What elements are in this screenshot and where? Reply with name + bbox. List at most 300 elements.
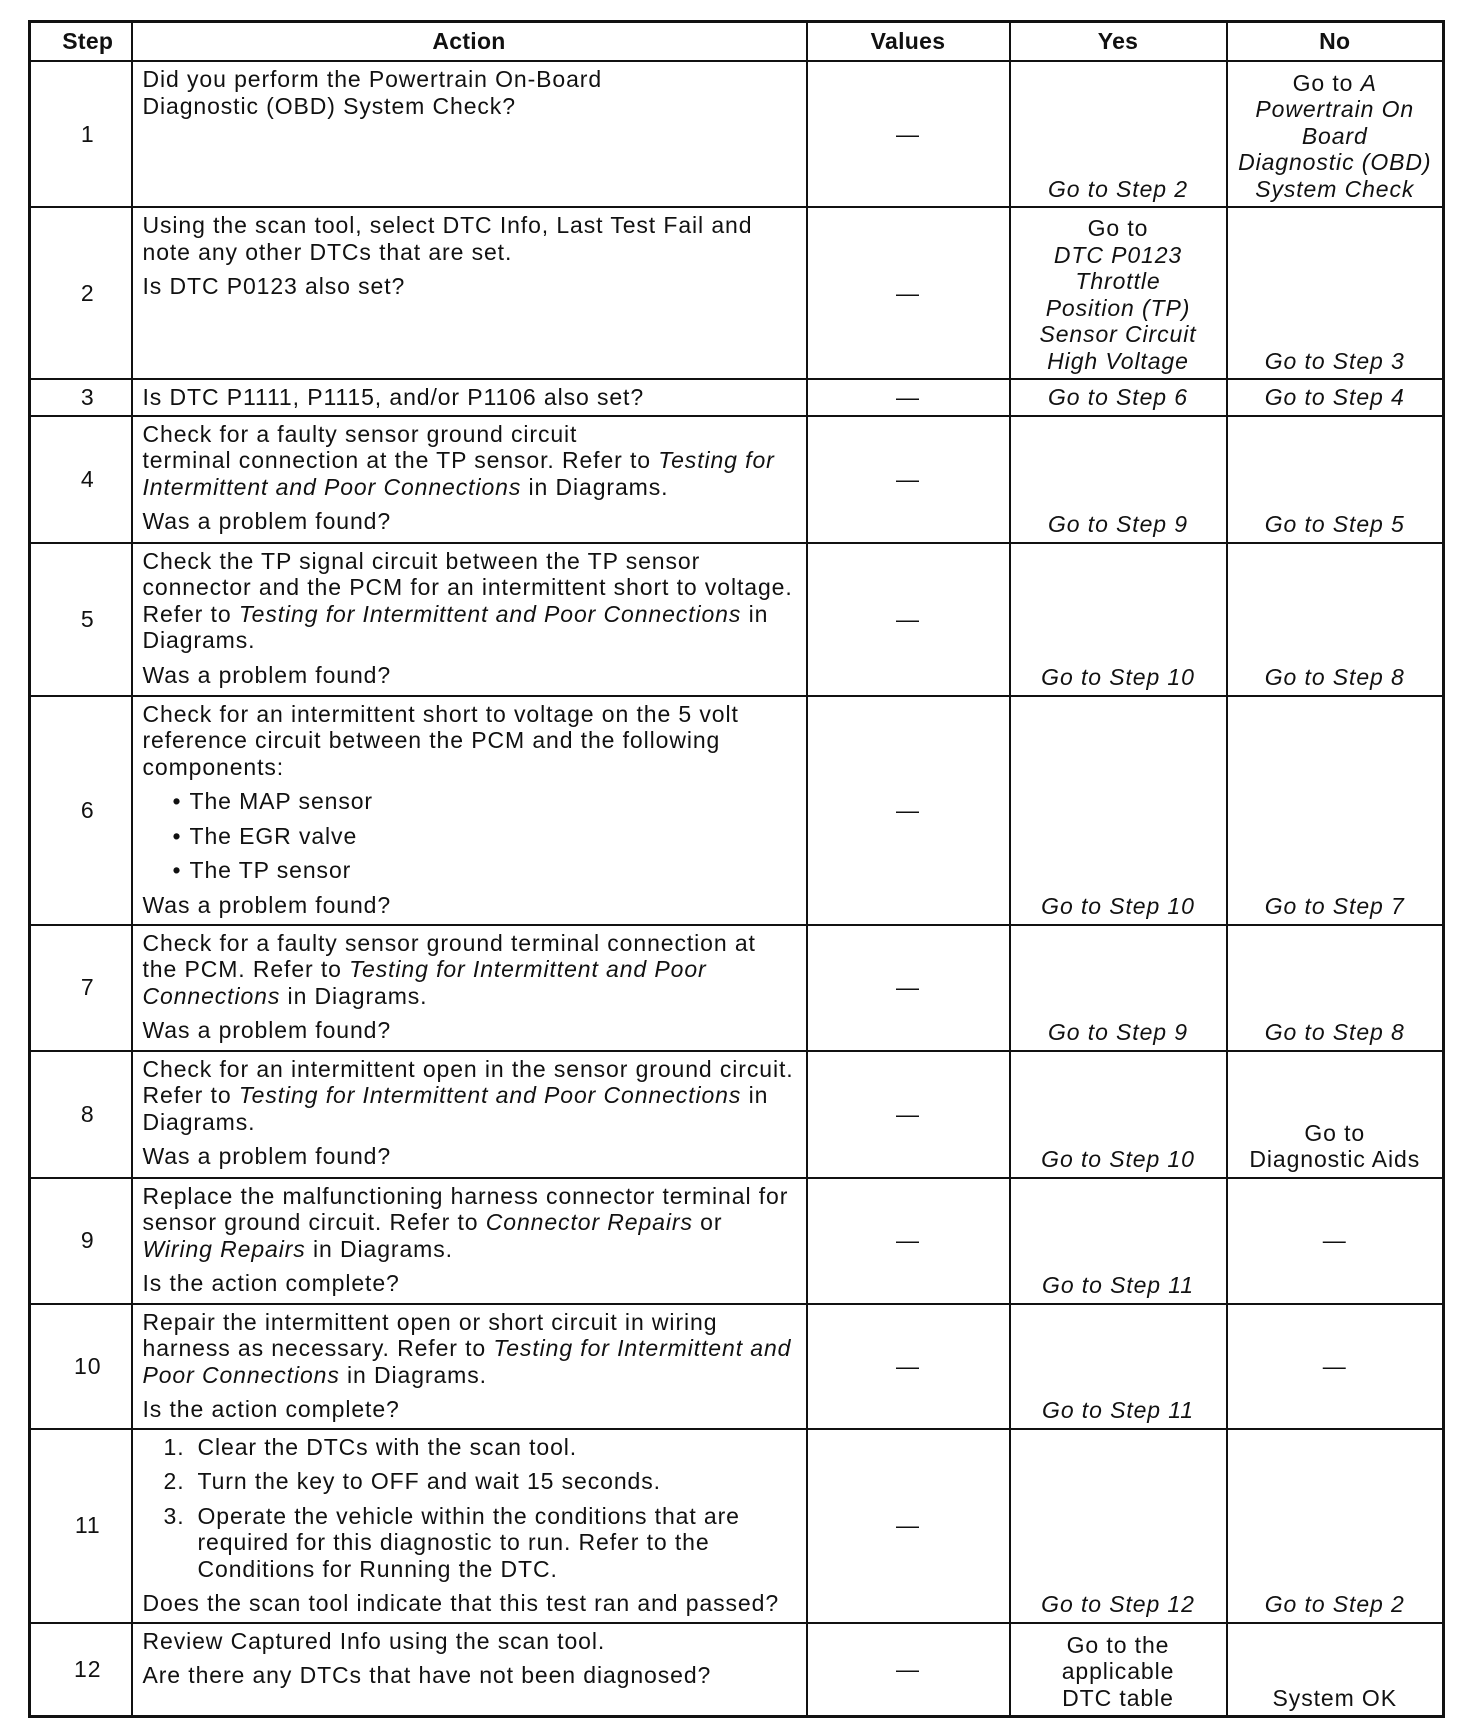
header-values: Values <box>807 22 1010 62</box>
diagnostic-table <box>28 20 1445 1718</box>
yes-line <box>1013 1658 1224 1685</box>
action-line <box>198 1468 802 1495</box>
action-text: in <box>741 1082 769 1108</box>
action-line <box>143 1017 802 1044</box>
action-paragraph <box>143 1056 802 1136</box>
action-paragraph <box>143 892 802 919</box>
values-text: — <box>896 605 920 632</box>
yes-italic-text: Go to Step 11 <box>1042 1397 1194 1423</box>
yes-italic-text: Sensor Circuit <box>1039 321 1197 347</box>
action-paragraph <box>143 1183 802 1263</box>
action-text: required for this diagnostic to run. Refer to the <box>197 1529 710 1555</box>
yes-text: Go to <box>1087 215 1149 241</box>
header-no: No <box>1227 22 1444 62</box>
action-cell <box>132 925 807 1051</box>
yes-cell <box>1010 1051 1227 1178</box>
step-cell <box>30 61 132 207</box>
no-italic-text: System Check <box>1255 175 1415 202</box>
action-text: Review Captured Info using the scan tool. <box>142 1627 606 1654</box>
action-line <box>143 1183 802 1210</box>
step-cell <box>30 1178 132 1304</box>
action-paragraph <box>143 1143 802 1170</box>
action-line <box>143 1362 802 1389</box>
action-paragraph <box>143 1628 802 1655</box>
action-paragraph <box>143 508 802 535</box>
no-line <box>1230 1591 1441 1618</box>
action-line <box>143 1270 802 1297</box>
action-cell <box>132 1178 807 1304</box>
no-cell <box>1227 925 1444 1051</box>
step-number: 5 <box>80 605 95 632</box>
action-text: Clear the DTCs with the scan tool. <box>197 1433 578 1460</box>
no-cell <box>1227 379 1444 416</box>
yes-line <box>1013 1397 1224 1424</box>
action-text: Repair the intermittent open or short circuit in wiring <box>142 1308 718 1335</box>
action-cell <box>132 379 807 416</box>
step-number: 10 <box>74 1352 102 1379</box>
yes-italic-text: Go to Step 9 <box>1048 511 1188 537</box>
no-text: Go to <box>1304 1119 1366 1146</box>
yes-line <box>1013 1591 1224 1618</box>
header-step: Step <box>30 22 132 62</box>
action-text: in Diagrams. <box>521 473 669 500</box>
no-italic-text: Go to Step 2 <box>1264 1591 1405 1617</box>
action-line <box>143 1209 802 1236</box>
action-text: in Diagrams. <box>280 982 428 1009</box>
action-text: Was a problem found? <box>142 1017 392 1043</box>
action-line <box>143 1056 802 1083</box>
action-text: The EGR valve <box>189 822 358 849</box>
action-cell <box>132 1429 807 1623</box>
action-line <box>143 548 802 575</box>
step-number: 6 <box>80 796 95 823</box>
no-line <box>1230 348 1441 375</box>
yes-line <box>1013 295 1224 322</box>
action-text: in Diagrams. <box>339 1361 487 1388</box>
yes-cell <box>1010 1304 1227 1429</box>
table-row <box>30 61 1444 207</box>
table-row <box>30 925 1444 1051</box>
values-cell <box>807 925 1010 1051</box>
action-text: the PCM. Refer to <box>142 956 350 982</box>
no-cell <box>1227 1178 1444 1304</box>
action-line <box>143 421 802 448</box>
action-cell <box>132 696 807 925</box>
action-paragraph <box>143 548 802 654</box>
header-yes: Yes <box>1010 22 1227 62</box>
action-italic-text: Testing for Intermittent and Poor Connections <box>238 600 742 627</box>
no-cell <box>1227 1623 1444 1717</box>
action-paragraph <box>143 1309 802 1389</box>
action-bullet-item <box>143 788 802 815</box>
no-line <box>1230 1146 1441 1173</box>
no-cell <box>1227 696 1444 925</box>
no-line <box>1230 664 1441 691</box>
yes-italic-text: Go to Step 10 <box>1041 1146 1195 1172</box>
step-cell <box>30 416 132 543</box>
table-row <box>30 207 1444 379</box>
no-text: System OK <box>1272 1684 1397 1711</box>
yes-line <box>1013 1632 1224 1659</box>
header-action: Action <box>132 22 807 62</box>
action-line <box>143 1143 802 1170</box>
no-line <box>1230 1227 1441 1254</box>
yes-text: Go to the <box>1066 1631 1170 1658</box>
yes-text: applicable <box>1061 1658 1175 1684</box>
action-cell <box>132 61 807 207</box>
yes-italic-text: Go to Step 10 <box>1041 893 1195 919</box>
values-text: — <box>896 1512 920 1539</box>
table-header <box>30 22 1444 62</box>
action-paragraph <box>143 384 802 411</box>
yes-line <box>1013 215 1224 242</box>
action-text: sensor ground circuit. Refer to <box>142 1209 486 1235</box>
action-text: Refer to <box>142 1082 239 1108</box>
yes-cell <box>1010 207 1227 379</box>
yes-italic-text: Go to Step 10 <box>1041 664 1195 690</box>
action-line <box>143 983 802 1010</box>
yes-cell <box>1010 543 1227 696</box>
values-text: — <box>896 279 920 306</box>
action-cell <box>132 1623 807 1717</box>
yes-line <box>1013 384 1224 411</box>
action-numbered-item <box>143 1434 802 1461</box>
action-text: Conditions for Running the DTC. <box>197 1555 558 1582</box>
no-line <box>1230 149 1441 176</box>
action-line <box>143 1590 802 1617</box>
action-text: Did you perform the Powertrain On-Board <box>142 66 603 92</box>
no-italic-text: Board <box>1301 122 1368 149</box>
table-row <box>30 543 1444 696</box>
bullet-marker: • <box>172 857 182 883</box>
no-line <box>1230 1685 1441 1712</box>
action-paragraph <box>143 1270 802 1297</box>
action-text: Was a problem found? <box>142 661 392 688</box>
action-line <box>198 1556 802 1583</box>
no-line <box>1230 511 1441 538</box>
yes-line <box>1013 348 1224 375</box>
step-cell <box>30 1051 132 1178</box>
no-line <box>1230 176 1441 203</box>
action-paragraph <box>143 212 802 265</box>
action-text: terminal connection at the TP sensor. Refer to <box>142 447 659 473</box>
no-italic-text: Diagnostic (OBD) <box>1238 149 1432 175</box>
yes-cell <box>1010 925 1227 1051</box>
yes-italic-text: DTC P0123 <box>1053 241 1183 268</box>
yes-italic-text: Go to Step 11 <box>1042 1272 1194 1298</box>
action-numbered-item <box>143 1503 802 1583</box>
step-cell <box>30 207 132 379</box>
table-row <box>30 416 1444 543</box>
table-row <box>30 379 1444 416</box>
action-text: or <box>692 1209 723 1235</box>
step-number: 2 <box>80 279 95 306</box>
step-number: 11 <box>74 1512 101 1539</box>
yes-italic-text: Throttle <box>1075 268 1161 294</box>
action-line <box>198 1503 802 1530</box>
action-line <box>143 1309 802 1336</box>
action-text: Check for an intermittent short to voltage on the 5 volt <box>142 700 739 727</box>
yes-text: DTC table <box>1062 1684 1174 1711</box>
yes-italic-text: Go to Step 9 <box>1048 1019 1188 1045</box>
action-line <box>143 212 802 239</box>
step-cell <box>30 1429 132 1623</box>
values-cell <box>807 1051 1010 1178</box>
action-line <box>143 1109 802 1136</box>
action-text: Check for a faulty sensor ground circuit <box>142 420 578 447</box>
yes-cell <box>1010 416 1227 543</box>
step-cell <box>30 379 132 416</box>
action-italic-text: Intermittent and Poor Connections <box>142 473 522 500</box>
no-line <box>1230 96 1441 123</box>
action-text: Check the TP signal circuit between the TP sensor <box>142 547 701 574</box>
action-italic-text: Testing for Intermittent and <box>493 1335 792 1361</box>
action-cell <box>132 1304 807 1429</box>
values-cell <box>807 61 1010 207</box>
action-italic-text: Wiring Repairs <box>142 1235 306 1262</box>
table-body <box>30 61 1444 1717</box>
action-cell <box>132 543 807 696</box>
action-paragraph <box>143 1396 802 1423</box>
no-cell <box>1227 543 1444 696</box>
action-text: in <box>741 600 769 627</box>
table-row <box>30 1051 1444 1178</box>
yes-line <box>1013 511 1224 538</box>
action-text: Check for an intermittent open in the sensor ground circuit. <box>142 1055 794 1082</box>
action-text: Check for a faulty sensor ground terminal connection at <box>142 929 756 956</box>
action-text: Was a problem found? <box>142 508 392 534</box>
action-line <box>198 1434 802 1461</box>
action-line <box>143 627 802 654</box>
action-italic-text: Testing for <box>658 447 775 473</box>
action-line <box>143 1628 802 1655</box>
action-text: components: <box>142 753 285 780</box>
action-line <box>143 662 802 689</box>
values-cell <box>807 696 1010 925</box>
action-line <box>190 857 802 884</box>
bullet-marker: • <box>172 822 182 849</box>
no-line <box>1230 384 1441 411</box>
no-line <box>1230 1353 1441 1380</box>
no-cell <box>1227 416 1444 543</box>
action-line <box>143 239 802 266</box>
action-paragraph <box>143 930 802 1010</box>
values-text: — <box>896 384 920 410</box>
yes-line <box>1013 664 1224 691</box>
no-line <box>1230 70 1441 97</box>
no-cell <box>1227 1429 1444 1623</box>
step-number: 12 <box>74 1656 102 1682</box>
step-cell <box>30 925 132 1051</box>
action-line <box>190 788 802 815</box>
yes-italic-text: High Voltage <box>1047 347 1189 374</box>
action-line <box>143 1236 802 1263</box>
step-number: 4 <box>80 465 95 492</box>
bullet-marker: • <box>172 788 182 814</box>
item-number: 3. <box>163 1502 185 1529</box>
no-italic-text: Go to Step 8 <box>1264 664 1405 690</box>
yes-line <box>1013 1146 1224 1173</box>
no-italic-text: Powertrain On <box>1255 96 1415 122</box>
no-line <box>1230 123 1441 150</box>
action-line <box>143 93 802 120</box>
action-line <box>143 508 802 535</box>
action-bullet-item <box>143 857 802 884</box>
action-text: Operate the vehicle within the conditions that are <box>197 1502 740 1529</box>
table-row <box>30 1304 1444 1429</box>
table-row <box>30 1623 1444 1717</box>
yes-italic-text: Position (TP) <box>1045 294 1191 321</box>
yes-cell <box>1010 61 1227 207</box>
step-number: 1 <box>80 120 95 147</box>
values-cell <box>807 1178 1010 1304</box>
no-italic-text: Go to Step 4 <box>1264 384 1405 410</box>
table-row <box>30 696 1444 925</box>
action-paragraph <box>143 1590 802 1617</box>
action-text: The MAP sensor <box>189 788 373 814</box>
yes-italic-text: Go to Step 6 <box>1048 384 1188 410</box>
action-bullet-item <box>143 823 802 850</box>
action-text: Diagrams. <box>142 1108 256 1135</box>
action-line <box>198 1529 802 1556</box>
no-italic-text: A <box>1360 69 1377 96</box>
action-line <box>143 384 802 411</box>
item-number: 1. <box>163 1433 185 1460</box>
action-text: Refer to <box>142 600 239 627</box>
no-line <box>1230 1019 1441 1046</box>
action-line <box>143 1396 802 1423</box>
no-text: Go to <box>1292 69 1361 96</box>
values-text: — <box>896 1656 920 1682</box>
action-text: Is the action complete? <box>142 1270 400 1296</box>
yes-line <box>1013 242 1224 269</box>
action-italic-text: Testing for Intermittent and Poor Connections <box>238 1082 742 1108</box>
table-row <box>30 1178 1444 1304</box>
yes-line <box>1013 893 1224 920</box>
item-number: 2. <box>163 1468 185 1494</box>
yes-italic-text: Go to Step 12 <box>1041 1591 1195 1617</box>
action-paragraph <box>143 66 802 119</box>
action-line <box>143 601 802 628</box>
yes-line <box>1013 176 1224 203</box>
action-line <box>143 273 802 300</box>
no-cell <box>1227 1304 1444 1429</box>
step-number: 9 <box>80 1227 95 1254</box>
action-text: Is the action complete? <box>142 1396 400 1422</box>
values-text: — <box>896 974 920 1001</box>
no-cell <box>1227 207 1444 379</box>
action-text: Using the scan tool, select DTC Info, Last Test Fail and <box>142 212 753 238</box>
action-line <box>143 574 802 601</box>
values-text: — <box>896 1352 920 1379</box>
table-row <box>30 1429 1444 1623</box>
action-text: Are there any DTCs that have not been diagnosed? <box>142 1662 712 1688</box>
action-text: reference circuit between the PCM and the following <box>142 727 721 753</box>
values-text: — <box>896 796 920 823</box>
action-text: Diagrams. <box>142 627 256 653</box>
yes-italic-text: Go to Step 2 <box>1048 175 1188 202</box>
yes-line <box>1013 1272 1224 1299</box>
step-cell <box>30 1304 132 1429</box>
action-text: Replace the malfunctioning harness connector terminal for <box>142 1182 789 1209</box>
no-text: Diagnostic Aids <box>1249 1146 1421 1172</box>
action-text: Diagnostic (OBD) System Check? <box>142 92 516 119</box>
no-italic-text: Go to Step 3 <box>1264 347 1405 374</box>
values-text: — <box>896 465 920 492</box>
yes-cell <box>1010 379 1227 416</box>
no-text: — <box>1322 1227 1347 1254</box>
yes-cell <box>1010 1429 1227 1623</box>
values-cell <box>807 379 1010 416</box>
yes-line <box>1013 1685 1224 1712</box>
action-line <box>143 1662 802 1689</box>
action-line <box>143 956 802 983</box>
action-italic-text: Poor Connections <box>142 1361 340 1388</box>
action-line <box>190 823 802 850</box>
step-cell <box>30 696 132 925</box>
action-numbered-item <box>143 1468 802 1495</box>
header-row <box>30 22 1444 62</box>
no-cell <box>1227 61 1444 207</box>
action-cell <box>132 1051 807 1178</box>
action-text: Was a problem found? <box>142 891 392 918</box>
action-paragraph <box>143 701 802 781</box>
action-italic-text: Testing for Intermittent and Poor <box>349 956 707 982</box>
no-italic-text: Go to Step 5 <box>1264 511 1405 537</box>
step-number: 8 <box>80 1100 95 1127</box>
action-line <box>143 701 802 728</box>
action-text: Was a problem found? <box>142 1143 392 1169</box>
action-italic-text: Connections <box>142 982 281 1009</box>
action-text: Turn the key to OFF and wait 15 seconds. <box>197 1468 661 1494</box>
yes-cell <box>1010 696 1227 925</box>
yes-line <box>1013 1019 1224 1046</box>
action-cell <box>132 416 807 543</box>
step-cell <box>30 543 132 696</box>
yes-cell <box>1010 1178 1227 1304</box>
action-paragraph <box>143 1662 802 1689</box>
values-text: — <box>896 1227 920 1254</box>
values-cell <box>807 1304 1010 1429</box>
action-paragraph <box>143 273 802 300</box>
values-text: — <box>896 120 920 147</box>
action-text: note any other DTCs that are set. <box>142 238 513 265</box>
no-text: — <box>1322 1352 1347 1379</box>
action-line <box>143 447 802 474</box>
values-cell <box>807 543 1010 696</box>
step-number: 3 <box>80 384 95 410</box>
step-number: 7 <box>80 974 95 1001</box>
yes-cell <box>1010 1623 1227 1717</box>
action-text: Is DTC P0123 also set? <box>142 273 406 299</box>
action-line <box>143 66 802 93</box>
no-cell <box>1227 1051 1444 1178</box>
action-line <box>143 1335 802 1362</box>
action-text: Is DTC P1111, P1115, and/or P1106 also set? <box>142 384 645 410</box>
values-cell <box>807 416 1010 543</box>
action-text: Does the scan tool indicate that this test ran and passed? <box>142 1590 780 1616</box>
action-line <box>143 474 802 501</box>
action-paragraph <box>143 1017 802 1044</box>
values-text: — <box>896 1100 920 1127</box>
action-line <box>143 727 802 754</box>
yes-line <box>1013 268 1224 295</box>
action-line <box>143 930 802 957</box>
yes-line <box>1013 321 1224 348</box>
no-italic-text: Go to Step 8 <box>1264 1019 1405 1045</box>
values-cell <box>807 207 1010 379</box>
action-italic-text: Connector Repairs <box>485 1209 693 1235</box>
